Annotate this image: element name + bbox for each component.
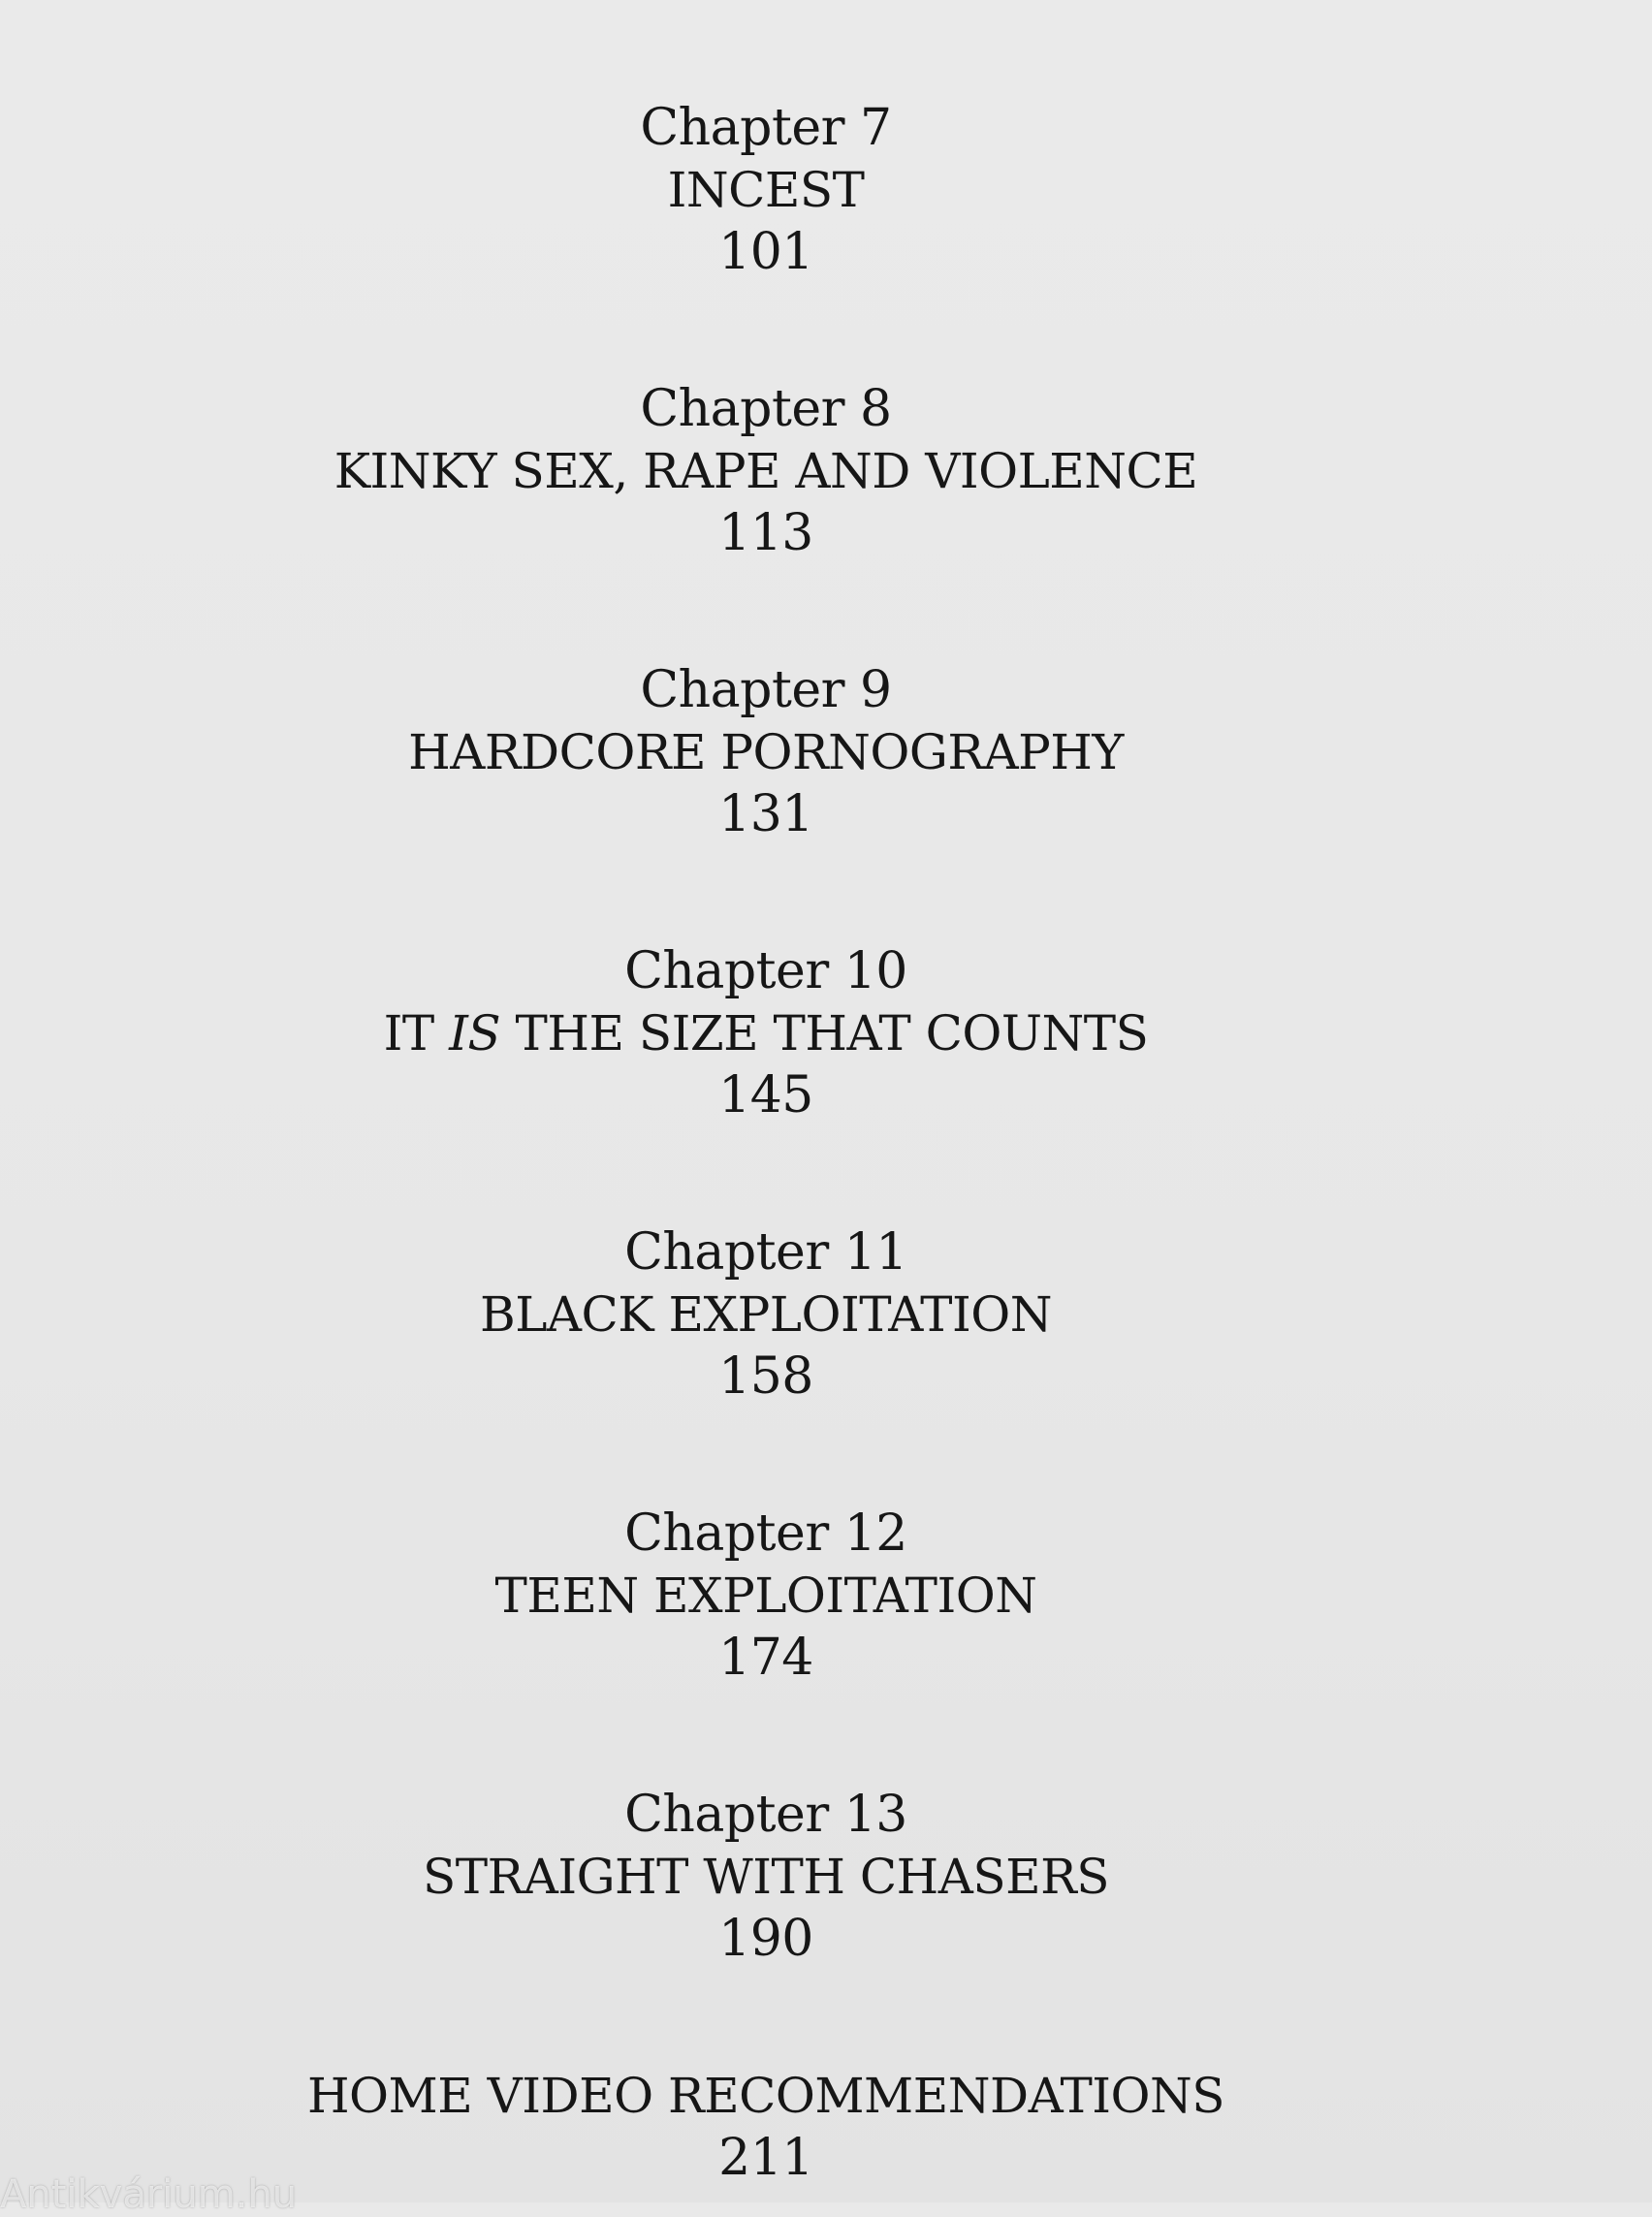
page-number: 158	[718, 1347, 813, 1406]
table-of-contents	[0, 97, 1532, 2189]
toc-entry-chapter-9	[0, 659, 1532, 845]
page-number: 211	[718, 2129, 813, 2187]
chapter-title: STRAIGHT WITH CHASERS	[422, 1849, 1109, 1905]
chapter-label: Chapter 12	[624, 1504, 907, 1563]
chapter-title: BLACK EXPLOITATION	[479, 1286, 1053, 1343]
toc-entry-home-video	[0, 2065, 1532, 2189]
page-number: 174	[718, 1629, 813, 1687]
toc-entry-chapter-8	[0, 378, 1532, 564]
chapter-title: HARDCORE PORNOGRAPHY	[408, 724, 1124, 780]
chapter-title: TEEN EXPLOITATION	[494, 1568, 1037, 1624]
watermark-text: Antikvárium.hu	[0, 2172, 298, 2217]
chapter-title: KINKY SEX, RAPE AND VIOLENCE	[334, 443, 1198, 499]
chapter-title	[0, 1002, 1532, 1064]
chapter-title-italic: IS	[449, 1005, 501, 1061]
chapter-title-pre: IT	[383, 1005, 450, 1061]
section-title: HOME VIDEO RECOMMENDATIONS	[306, 2068, 1225, 2124]
chapter-label: Chapter 10	[624, 942, 907, 1000]
page-number: 131	[718, 785, 813, 843]
page-number: 113	[718, 504, 813, 562]
chapter-label: Chapter 7	[640, 99, 892, 157]
toc-entry-chapter-11	[0, 1221, 1532, 1408]
toc-entry-chapter-12	[0, 1503, 1532, 1689]
chapter-label: Chapter 8	[640, 380, 892, 438]
page-number: 101	[718, 223, 813, 281]
chapter-label: Chapter 11	[624, 1223, 907, 1282]
chapter-title: INCEST	[667, 162, 865, 218]
chapter-title-post: THE SIZE THAT COUNTS	[500, 1005, 1149, 1061]
page-number: 145	[718, 1066, 813, 1124]
page-number: 190	[718, 1910, 813, 1968]
toc-entry-chapter-7	[0, 97, 1532, 283]
toc-entry-chapter-10	[0, 940, 1532, 1126]
chapter-label: Chapter 9	[640, 661, 892, 719]
chapter-label: Chapter 13	[624, 1786, 907, 1844]
toc-entry-chapter-13	[0, 1784, 1532, 1970]
